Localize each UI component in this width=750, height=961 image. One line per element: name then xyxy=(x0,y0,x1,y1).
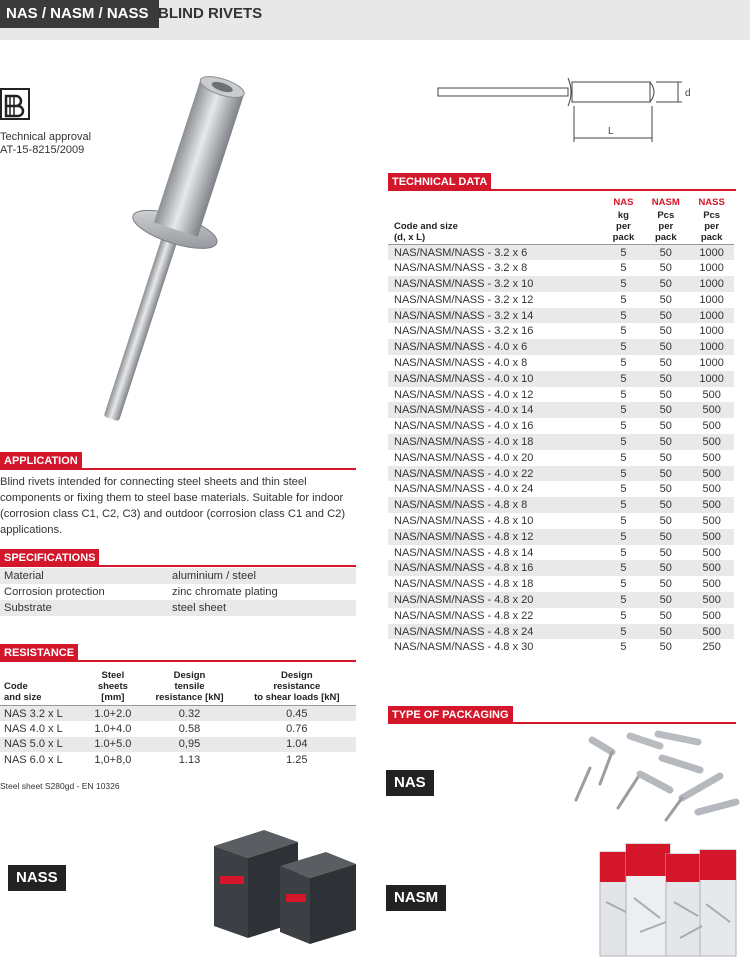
specifications-heading-label: SPECIFICATIONS xyxy=(0,549,99,567)
technical-cell: NAS/NASM/NASS - 3.2 x 14 xyxy=(388,308,605,324)
technical-cell: 50 xyxy=(642,529,689,545)
technical-brand-header: NAS xyxy=(613,197,634,208)
technical-cell: 50 xyxy=(659,514,672,527)
technical-cell: 1000 xyxy=(699,356,724,369)
technical-data-table xyxy=(388,196,734,655)
technical-cell: NAS/NASM/NASS - 4.8 x 22 xyxy=(394,609,534,622)
technical-cell: NAS/NASM/NASS - 3.2 x 8 xyxy=(394,262,528,275)
technical-cell: 5 xyxy=(620,546,627,559)
resistance-cell: 1.25 xyxy=(286,753,308,766)
technical-column-header: Code and size (d, x L) xyxy=(394,221,458,243)
technical-cell: 5 xyxy=(605,402,643,418)
resistance-cell: 0.45 xyxy=(238,706,356,722)
resistance-note: Steel sheet S280gd - EN 10326 xyxy=(0,781,120,791)
technical-cell: 500 xyxy=(702,483,721,496)
packaging-heading xyxy=(388,706,736,724)
resistance-row xyxy=(0,721,356,737)
resistance-cell: 0.58 xyxy=(178,722,201,735)
technical-row xyxy=(388,245,734,261)
technical-cell: 50 xyxy=(659,641,672,654)
technical-cell: 50 xyxy=(642,276,689,292)
technical-row xyxy=(388,387,734,403)
technical-cell: 50 xyxy=(659,609,672,622)
diameter-label: d xyxy=(685,88,691,99)
spec-value: steel sheet xyxy=(168,600,356,616)
technical-row xyxy=(388,560,734,576)
blind-rivet-image xyxy=(60,75,310,435)
technical-row xyxy=(388,529,734,545)
spec-row xyxy=(0,568,356,584)
spec-label: Corrosion protection xyxy=(4,586,105,598)
technical-cell: 250 xyxy=(702,641,721,654)
technical-cell: NAS/NASM/NASS - 3.2 x 12 xyxy=(394,293,534,306)
specifications-heading xyxy=(0,549,356,567)
technical-cell: NAS/NASM/NASS - 4.8 x 16 xyxy=(388,560,605,576)
resistance-column-header: Design resistance to shear loads [kN] xyxy=(254,670,340,703)
technical-row xyxy=(388,481,734,497)
technical-cell: 5 xyxy=(620,420,627,433)
technical-cell: 1000 xyxy=(689,308,734,324)
technical-cell: 5 xyxy=(605,529,643,545)
resistance-heading-label: RESISTANCE xyxy=(0,644,78,662)
resistance-column-header: Code and size xyxy=(4,681,42,703)
technical-cell: 50 xyxy=(642,371,689,387)
spec-row xyxy=(0,600,356,616)
technical-cell: 5 xyxy=(620,451,627,464)
application-heading-label: APPLICATION xyxy=(0,452,82,470)
product-code: NAS / NASM / NASS xyxy=(0,0,159,28)
resistance-cell: 1.13 xyxy=(178,753,201,766)
technical-row xyxy=(388,545,734,561)
packaging-label-nas: NAS xyxy=(386,770,434,796)
technical-heading xyxy=(388,173,736,191)
technical-cell: 5 xyxy=(605,560,643,576)
page-title: BLIND RIVETS xyxy=(158,5,263,22)
resistance-cell: NAS 6.0 x L xyxy=(4,753,63,766)
technical-cell: 500 xyxy=(689,560,734,576)
technical-row xyxy=(388,576,734,592)
technical-cell: 50 xyxy=(642,245,689,261)
technical-brand-spacer xyxy=(388,196,605,209)
technical-row xyxy=(388,339,734,355)
technical-cell: NAS/NASM/NASS - 4.0 x 8 xyxy=(394,356,528,369)
spec-label: Material xyxy=(0,568,168,584)
technical-row xyxy=(388,418,734,434)
technical-cell: 50 xyxy=(642,402,689,418)
technical-cell: 500 xyxy=(702,514,721,527)
technical-cell: 5 xyxy=(620,388,627,401)
resistance-row xyxy=(0,752,356,768)
technical-row xyxy=(388,260,734,276)
technical-column-header: kg per pack xyxy=(612,210,635,243)
technical-column-header: Pcs per pack xyxy=(700,210,723,243)
spec-row xyxy=(0,584,356,600)
technical-cell: NAS/NASM/NASS - 4.0 x 6 xyxy=(388,339,605,355)
resistance-heading xyxy=(0,644,356,662)
resistance-table xyxy=(0,668,356,768)
approval-line-2: AT-15-8215/2009 xyxy=(0,144,85,156)
technical-cell: 50 xyxy=(659,325,672,338)
technical-cell: 50 xyxy=(642,560,689,576)
technical-cell: 1000 xyxy=(689,276,734,292)
technical-cell: 5 xyxy=(605,339,643,355)
technical-cell: 5 xyxy=(620,262,627,275)
technical-cell: 500 xyxy=(702,546,721,559)
technical-row xyxy=(388,608,734,624)
rivet-diagram xyxy=(430,70,710,150)
technical-cell: 50 xyxy=(642,592,689,608)
technical-cell: 500 xyxy=(689,402,734,418)
technical-cell: 500 xyxy=(702,451,721,464)
technical-row xyxy=(388,466,734,482)
technical-cell: NAS/NASM/NASS - 4.8 x 30 xyxy=(394,641,534,654)
technical-cell: 50 xyxy=(659,293,672,306)
technical-cell: 1000 xyxy=(699,325,724,338)
technical-cell: 500 xyxy=(689,466,734,482)
application-heading xyxy=(0,452,356,470)
technical-row xyxy=(388,624,734,640)
technical-row xyxy=(388,355,734,371)
technical-cell: 50 xyxy=(642,434,689,450)
technical-row xyxy=(388,450,734,466)
technical-cell: 50 xyxy=(659,388,672,401)
technical-cell: 5 xyxy=(605,371,643,387)
technical-cell: 50 xyxy=(659,420,672,433)
technical-cell: 500 xyxy=(689,529,734,545)
technical-cell: 50 xyxy=(642,308,689,324)
technical-cell: 5 xyxy=(620,325,627,338)
technical-cell: 500 xyxy=(702,388,721,401)
technical-row xyxy=(388,402,734,418)
technical-cell: 5 xyxy=(620,356,627,369)
technical-row xyxy=(388,513,734,529)
packaging-heading-label: TYPE OF PACKAGING xyxy=(388,706,513,724)
technical-cell: NAS/NASM/NASS - 4.0 x 12 xyxy=(394,388,534,401)
technical-cell: 5 xyxy=(620,578,627,591)
technical-cell: NAS/NASM/NASS - 4.0 x 22 xyxy=(388,466,605,482)
technical-cell: 5 xyxy=(605,497,643,513)
technical-cell: 1000 xyxy=(689,339,734,355)
technical-brand-header: NASS xyxy=(698,197,725,208)
technical-cell: 5 xyxy=(605,624,643,640)
technical-cell: 500 xyxy=(702,420,721,433)
resistance-cell: 0.76 xyxy=(286,722,308,735)
technical-cell: NAS/NASM/NASS - 4.8 x 18 xyxy=(394,578,534,591)
technical-row xyxy=(388,292,734,308)
spec-value: zinc chromate plating xyxy=(172,586,278,598)
technical-row xyxy=(388,276,734,292)
spec-label: Substrate xyxy=(0,600,168,616)
resistance-row xyxy=(0,737,356,753)
packaging-label-nasm: NASM xyxy=(386,885,446,911)
resistance-cell: 0,95 xyxy=(141,737,237,753)
technical-cell: 5 xyxy=(605,308,643,324)
technical-cell: NAS/NASM/NASS - 4.0 x 18 xyxy=(388,434,605,450)
page-header xyxy=(0,0,750,40)
technical-cell: 500 xyxy=(689,497,734,513)
technical-cell: 50 xyxy=(659,483,672,496)
technical-cell: NAS/NASM/NASS - 4.0 x 14 xyxy=(388,402,605,418)
technical-cell: NAS/NASM/NASS - 4.8 x 8 xyxy=(388,497,605,513)
technical-cell: NAS/NASM/NASS - 4.0 x 20 xyxy=(394,451,534,464)
technical-cell: 50 xyxy=(659,451,672,464)
technical-cell: 5 xyxy=(605,466,643,482)
technical-cell: NAS/NASM/NASS - 4.0 x 10 xyxy=(388,371,605,387)
technical-brand-header: NASM xyxy=(651,197,680,208)
application-text: Blind rivets intended for connecting steel sheets and thin steel components or fixing them to steel base materials. Suitable for indoor (corrosion class C1, C2, C3) and outdoor (corrosion class C1 and C2) applications. xyxy=(0,476,346,536)
technical-cell: 500 xyxy=(689,592,734,608)
technical-cell: 1000 xyxy=(689,371,734,387)
resistance-column-header: Design tensile resistance [kN] xyxy=(155,670,224,703)
technical-cell: 500 xyxy=(689,624,734,640)
resistance-cell: NAS 4.0 x L xyxy=(4,722,63,735)
technical-cell: 50 xyxy=(642,339,689,355)
technical-cell: 50 xyxy=(659,262,672,275)
resistance-cell: 1,0+8,0 xyxy=(94,753,132,766)
technical-row xyxy=(388,639,734,655)
technical-row xyxy=(388,308,734,324)
technical-cell: NAS/NASM/NASS - 3.2 x 16 xyxy=(394,325,534,338)
resistance-cell: 1.0+5.0 xyxy=(84,737,141,753)
technical-cell: 5 xyxy=(605,276,643,292)
technical-cell: 5 xyxy=(605,245,643,261)
spec-value: aluminium / steel xyxy=(168,568,356,584)
technical-cell: 500 xyxy=(702,609,721,622)
technical-cell: 1000 xyxy=(699,262,724,275)
specifications-table xyxy=(0,568,356,616)
technical-cell: NAS/NASM/NASS - 4.8 x 12 xyxy=(388,529,605,545)
technical-cell: 5 xyxy=(620,609,627,622)
technical-cell: 1000 xyxy=(689,245,734,261)
resistance-row xyxy=(0,706,356,722)
technical-row xyxy=(388,371,734,387)
technical-row xyxy=(388,434,734,450)
technical-cell: NAS/NASM/NASS - 4.0 x 24 xyxy=(394,483,534,496)
resistance-cell: NAS 3.2 x L xyxy=(0,706,84,722)
technical-cell: 50 xyxy=(642,624,689,640)
technical-row xyxy=(388,497,734,513)
technical-heading-label: TECHNICAL DATA xyxy=(388,173,491,191)
technical-row xyxy=(388,592,734,608)
technical-cell: NAS/NASM/NASS - 4.8 x 20 xyxy=(388,592,605,608)
resistance-cell: NAS 5.0 x L xyxy=(0,737,84,753)
approval-line-1: Technical approval xyxy=(0,131,92,143)
technical-cell: 500 xyxy=(702,578,721,591)
technical-cell: 500 xyxy=(689,434,734,450)
technical-cell: 50 xyxy=(642,497,689,513)
loose-rivets-photo xyxy=(570,728,740,823)
technical-cell: 50 xyxy=(659,578,672,591)
rivet-boxes-photo xyxy=(210,826,360,946)
technical-cell: 1000 xyxy=(699,293,724,306)
technical-cell: 5 xyxy=(620,293,627,306)
resistance-cell: 1.04 xyxy=(238,737,356,753)
technical-cell: NAS/NASM/NASS - 4.8 x 24 xyxy=(388,624,605,640)
rivet-bags-photo xyxy=(596,842,738,958)
technical-cell: 50 xyxy=(659,356,672,369)
technical-cell: NAS/NASM/NASS - 4.8 x 10 xyxy=(394,514,534,527)
technical-cell: 5 xyxy=(605,592,643,608)
packaging-label-nass: NASS xyxy=(8,865,66,891)
technical-cell: NAS/NASM/NASS - 3.2 x 6 xyxy=(388,245,605,261)
technical-cell: 5 xyxy=(620,514,627,527)
technical-cell: 50 xyxy=(642,466,689,482)
technical-cell: 5 xyxy=(620,641,627,654)
technical-row xyxy=(388,323,734,339)
resistance-cell: 1.0+4.0 xyxy=(94,722,132,735)
approval-logo-icon xyxy=(0,88,30,120)
resistance-cell: 1.0+2.0 xyxy=(84,706,141,722)
technical-cell: NAS/NASM/NASS - 3.2 x 10 xyxy=(388,276,605,292)
technical-cell: 5 xyxy=(620,483,627,496)
technical-cell: 50 xyxy=(659,546,672,559)
technical-cell: NAS/NASM/NASS - 4.0 x 16 xyxy=(394,420,534,433)
resistance-cell: 0.32 xyxy=(141,706,237,722)
technical-cell: 5 xyxy=(605,434,643,450)
technical-cell: NAS/NASM/NASS - 4.8 x 14 xyxy=(394,546,534,559)
resistance-column-header: Steel sheets [mm] xyxy=(97,670,128,703)
technical-column-header: Pcs per pack xyxy=(654,210,677,243)
length-label: L xyxy=(608,126,614,137)
